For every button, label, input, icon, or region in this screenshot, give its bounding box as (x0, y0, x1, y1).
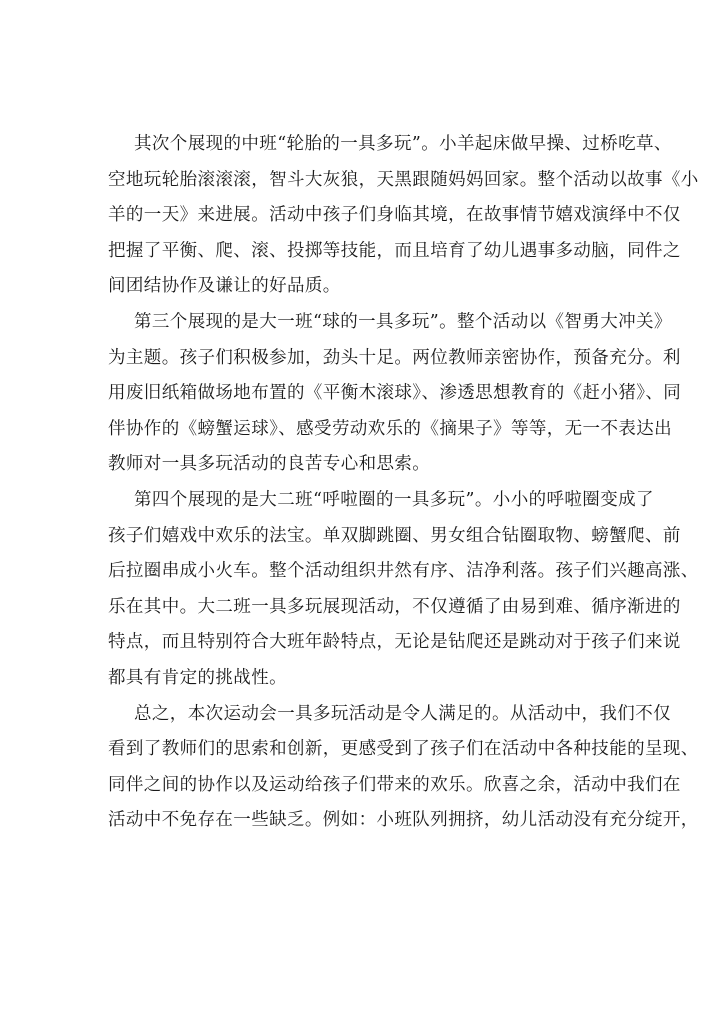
text-line: 羊的一天》来进展。活动中孩子们身临其境，在故事情节嬉戏演绎中不仅 (108, 205, 681, 226)
text-line: 教师对一具多玩活动的良苦专心和思索。 (108, 454, 431, 475)
text-line: 总之，本次运动会一具多玩活动是令人满足的。从活动中，我们不仅 (134, 703, 671, 724)
paragraph-summary (108, 697, 699, 839)
paragraph-middle-class (108, 127, 699, 305)
text-line: 伴协作的《螃蟹运球》、感受劳动欢乐的《摘果子》等等，无一不表达出 (108, 418, 673, 439)
text-line: 后拉圈串成小火车。整个活动组织井然有序、洁净利落。孩子们兴趣高涨、 (108, 561, 699, 582)
text-line: 第三个展现的是大一班“球的一具多玩”。整个活动以《智勇大冲关》 (134, 311, 672, 332)
text-line: 特点，而且特别符合大班年龄特点，无论是钻爬还是跳动对于孩子们来说 (108, 632, 681, 653)
paragraph-senior-class-two (108, 483, 699, 697)
text-line: 乐在其中。大二班一具多玩展现活动，不仅遵循了由易到难、循序渐进的 (108, 596, 681, 617)
text-line: 活动中不免存在一些缺乏。例如：小班队列拥挤，幼儿活动没有充分绽开， (108, 810, 699, 831)
text-line: 为主题。孩子们积极参加，劲头十足。两位教师亲密协作，预备充分。利 (108, 347, 681, 368)
text-line: 同伴之间的协作以及运动给孩子们带来的欢乐。欣喜之余，活动中我们在 (108, 774, 681, 795)
text-line: 用废旧纸箱做场地布置的《平衡木滚球》、渗透思想教育的《赶小猪》、同 (108, 383, 682, 404)
text-line: 孩子们嬉戏中欢乐的法宝。单双脚跳圈、男女组合钻圈取物、螃蟹爬、前 (108, 525, 681, 546)
text-line: 看到了教师们的思索和创新，更感受到了孩子们在活动中各种技能的呈现、 (108, 739, 699, 760)
text-line: 空地玩轮胎滚滚滚，智斗大灰狼，天黑跟随妈妈回家。整个活动以故事《小 (108, 169, 699, 190)
paragraph-senior-class-one (108, 305, 682, 483)
text-line: 都具有肯定的挑战性。 (108, 667, 287, 688)
text-line: 第四个展现的是大二班“呼啦圈的一具多玩”。小小的呼啦圈变成了 (134, 489, 654, 510)
text-line: 间团结协作及谦让的好品质。 (108, 276, 341, 297)
text-line: 把握了平衡、爬、滚、投掷等技能，而且培育了幼儿遇事多动脑，同件之 (108, 240, 681, 261)
text-line: 其次个展现的中班“轮胎的一具多玩”。小羊起床做早操、过桥吃草、 (134, 134, 672, 154)
document-body (108, 127, 699, 839)
